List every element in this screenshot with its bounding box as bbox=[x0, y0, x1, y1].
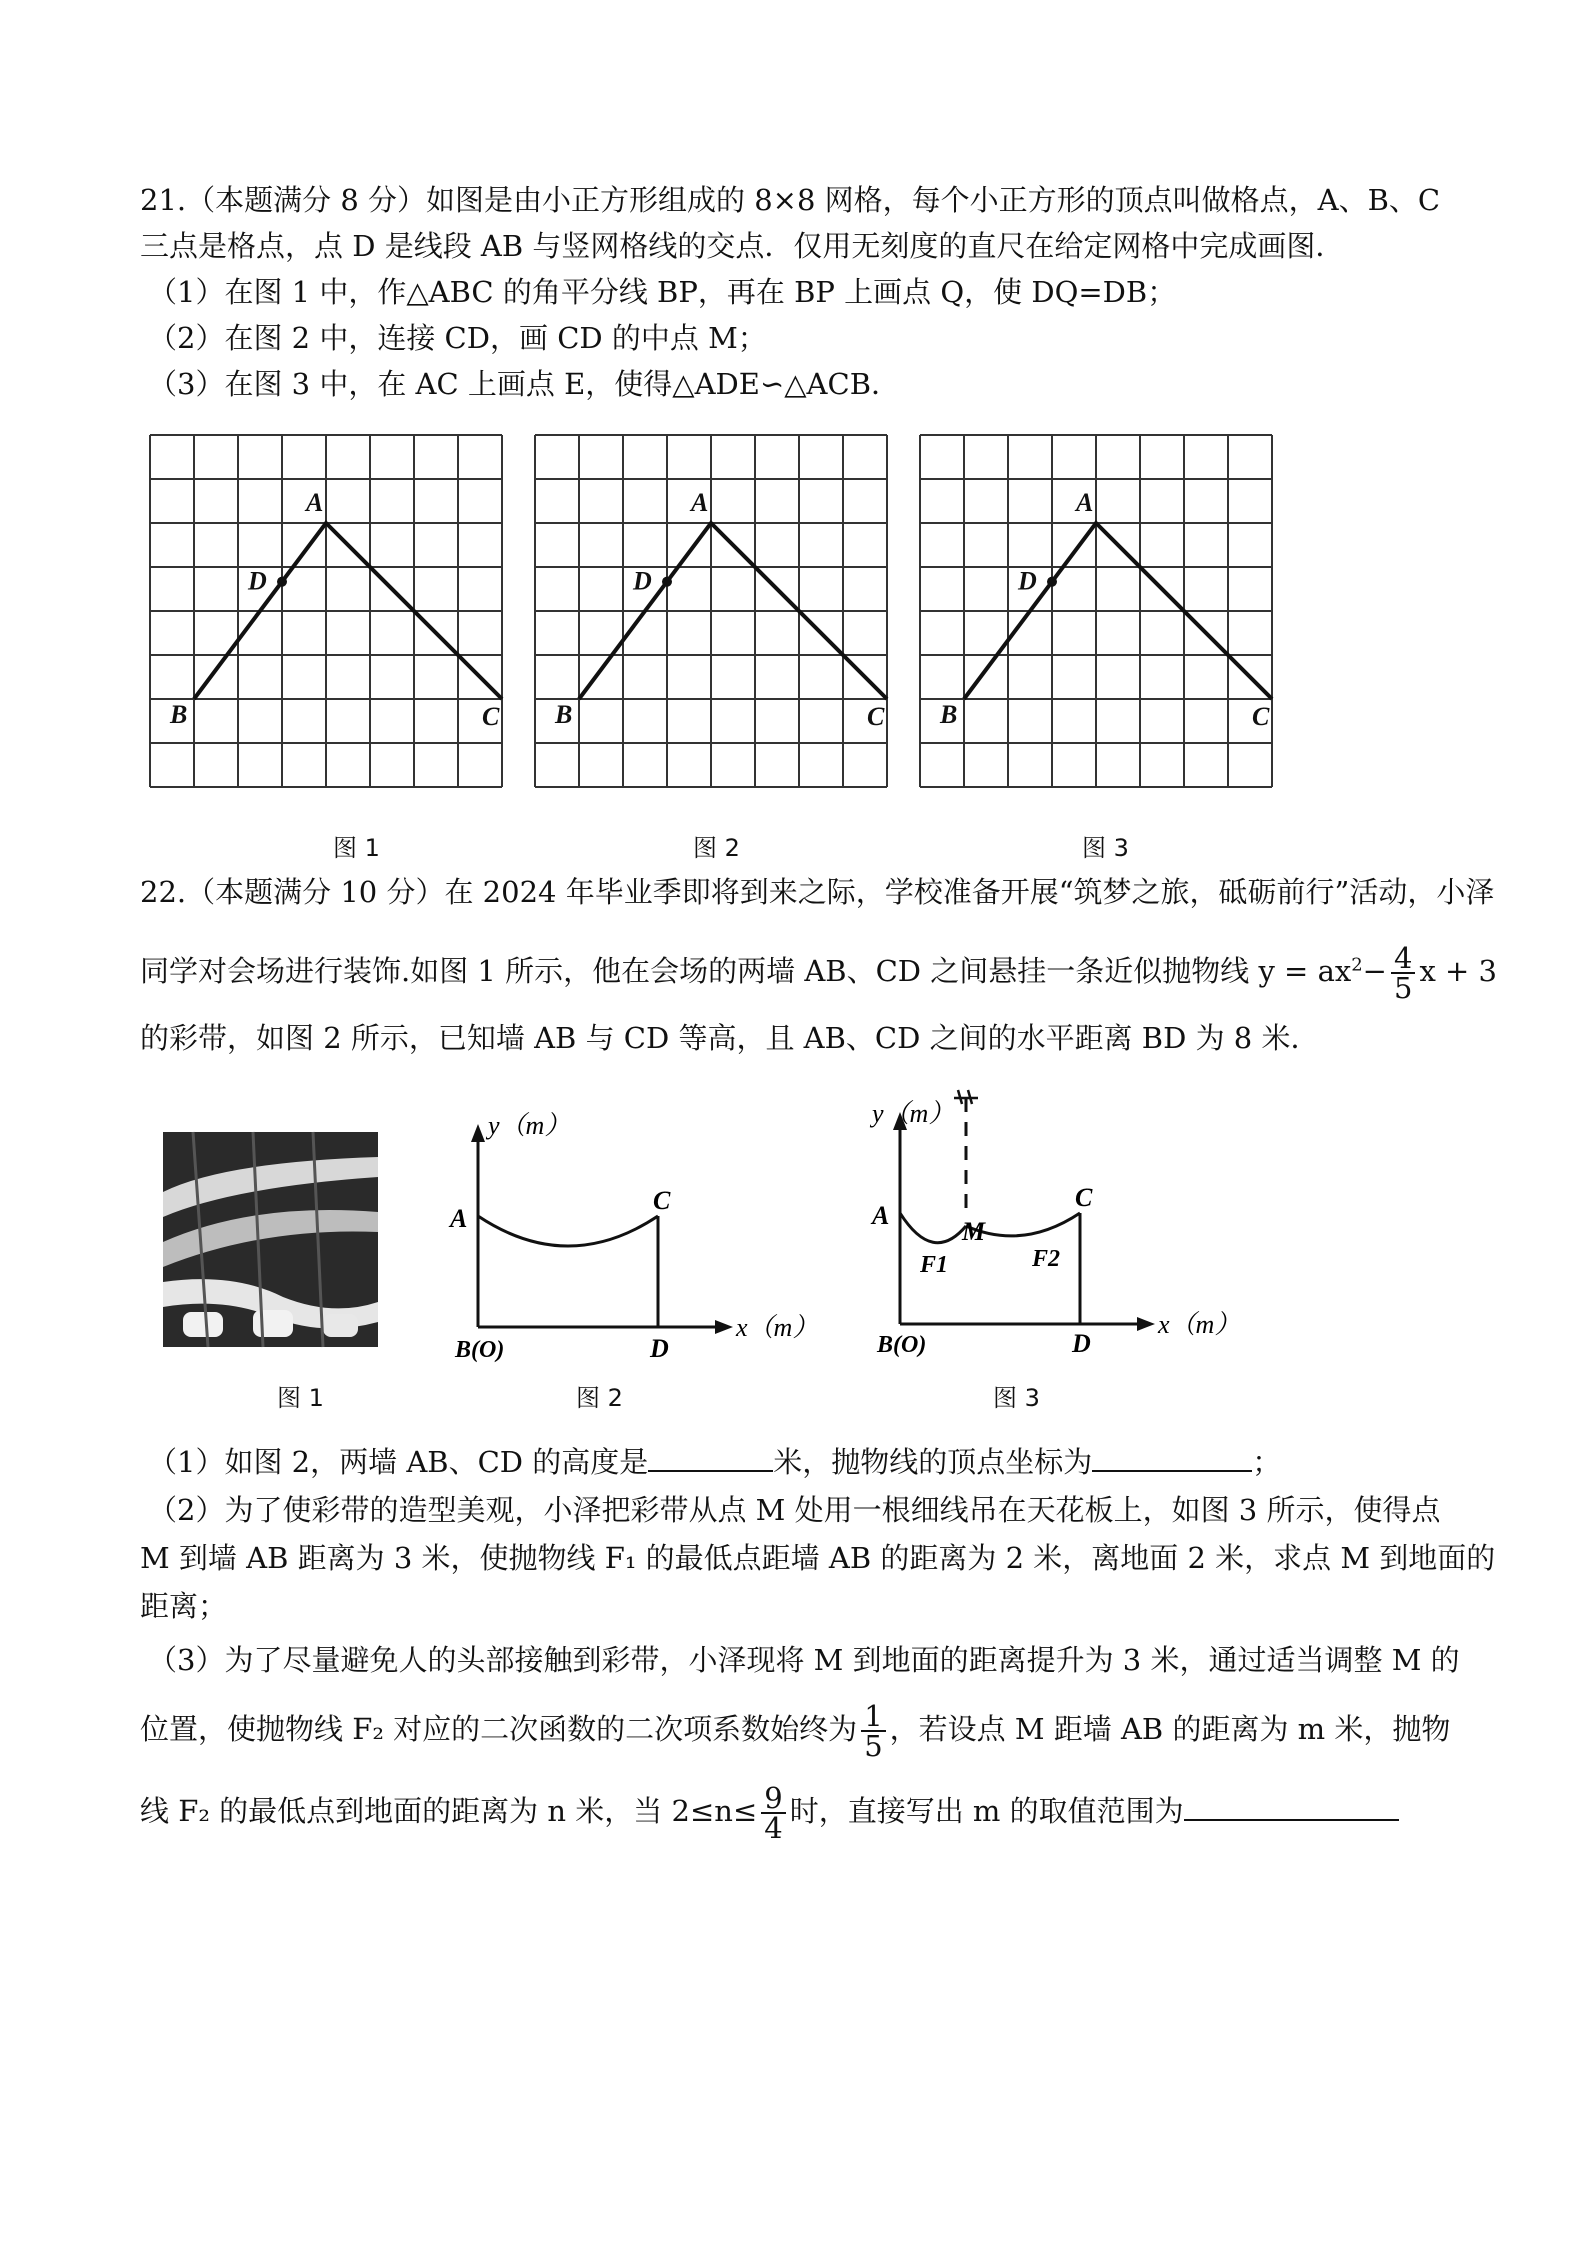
q22-line-3: 的彩带，如图 2 所示，已知墙 AB 与 CD 等高，且 AB、CD 之间的水平距离 BD 为 8 米． bbox=[140, 1021, 1320, 1055]
point-d-label: D bbox=[650, 1334, 669, 1363]
point-b-label: B bbox=[940, 700, 958, 729]
point-c-label: C bbox=[653, 1186, 671, 1215]
answer-blank-range[interactable] bbox=[1184, 1789, 1399, 1821]
f1-label: F1 bbox=[920, 1252, 949, 1278]
q22-photo-figure bbox=[163, 1132, 378, 1347]
point-a-label: A bbox=[691, 488, 709, 517]
q22-part-3-line-3: 线 F₂ 的最低点到地面的距离为 n 米，当 2≤n≤ $\frac{9}{4}$ 时，直接写出 m 的取值范围为 bbox=[140, 1784, 1480, 1842]
answer-blank-vertex[interactable] bbox=[1092, 1440, 1252, 1472]
point-a-label: A bbox=[1076, 488, 1094, 517]
q21-caption-2: 图 2 bbox=[693, 834, 740, 862]
q22-part-2-line-2: M 到墙 AB 距离为 3 米，使抛物线 F₁ 的最低点距墙 AB 的距离为 2 米，离地面 2 米，求点 M 到地面的 bbox=[140, 1541, 1496, 1575]
q21-caption-3: 图 3 bbox=[1082, 834, 1129, 862]
point-b-label: B bbox=[170, 700, 188, 729]
point-c-label: C bbox=[867, 702, 885, 731]
point-c-label: C bbox=[1075, 1183, 1093, 1212]
q22-part-3-line-2: 位置，使抛物线 F₂ 对应的二次函数的二次项系数始终为 $\frac{1}{5}$ ，若设点 M 距墙 AB 的距离为 m 米，抛物 bbox=[140, 1699, 1451, 1763]
point-d-label: D bbox=[633, 566, 652, 596]
point-d-label: D bbox=[248, 566, 267, 596]
point-a-label: A bbox=[872, 1201, 890, 1230]
q22-caption-1: 图 1 bbox=[277, 1384, 324, 1412]
point-a-label: A bbox=[450, 1204, 468, 1233]
q21-part-1: （1）在图 1 中，作△ABC 的角平分线 BP，再在 BP 上画点 Q，使 DQ=DB； bbox=[148, 275, 1177, 309]
q21-caption-1: 图 1 bbox=[333, 834, 380, 862]
point-b-label: B bbox=[555, 700, 573, 729]
q21-part-3: （3）在图 3 中，在 AC 上画点 E，使得△ADE∽△ACB． bbox=[148, 367, 901, 401]
q21-part-2: （2）在图 2 中，连接 CD，画 CD 的中点 M； bbox=[148, 321, 767, 355]
point-d-dot bbox=[277, 577, 287, 587]
point-a-label: A bbox=[306, 488, 324, 517]
point-c-label: C bbox=[482, 702, 500, 731]
point-d-dot bbox=[1047, 577, 1057, 587]
q22-line-1: 22.（本题满分 10 分）在 2024 年毕业季即将到来之际，学校准备开展“筑梦之旅，砥砺前行”活动，小泽 bbox=[140, 875, 1495, 909]
y-axis-label: y（m） bbox=[872, 1099, 955, 1128]
point-d-dot bbox=[662, 577, 672, 587]
q22-part-2-line-1: （2）为了使彩带的造型美观，小泽把彩带从点 M 处用一根细线吊在天花板上，如图 3 所示，使得点 bbox=[148, 1493, 1441, 1527]
q22-part-1: （1）如图 2，两墙 AB、CD 的高度是 米，抛物线的顶点坐标为 ； bbox=[148, 1440, 1488, 1482]
f2-label: F2 bbox=[1032, 1246, 1061, 1272]
answer-blank-height[interactable] bbox=[648, 1440, 773, 1472]
q21-line-1: 21.（本题满分 8 分）如图是由小正方形组成的 8×8 网格，每个小正方形的顶点叫做格点，A、B、C bbox=[140, 183, 1441, 217]
parabola-f1 bbox=[900, 1213, 966, 1243]
q22-parabola-figure-2 bbox=[440, 1111, 819, 1363]
origin-label: B(O) bbox=[877, 1332, 927, 1358]
q21-line-2: 三点是格点，点 D 是线段 AB 与竖网格线的交点．仅用无刻度的直尺在给定网格中完成画图． bbox=[140, 229, 1345, 263]
q22-line-2: 同学对会场进行装饰.如图 1 所示，他在会场的两墙 AB、CD 之间悬挂一条近似抛物线 $y = ax^2-$ $\frac{4}{5}$ x + 3 bbox=[140, 941, 1497, 1005]
q22-caption-3: 图 3 bbox=[993, 1384, 1040, 1412]
q22-caption-2: 图 2 bbox=[576, 1384, 623, 1412]
q21-grid-figure-3 bbox=[915, 430, 1275, 800]
parabola-curve bbox=[478, 1216, 658, 1246]
x-arrow-icon bbox=[715, 1320, 733, 1334]
q21-grid-figure-1 bbox=[145, 430, 505, 800]
y-arrow-icon bbox=[471, 1124, 485, 1142]
x-axis-label: x（m） bbox=[736, 1313, 819, 1342]
point-m-label: M bbox=[962, 1217, 986, 1246]
q22-part-3-line-1: （3）为了尽量避免人的头部接触到彩带，小泽现将 M 到地面的距离提升为 3 米，通过适当调整 M 的 bbox=[148, 1643, 1460, 1677]
origin-label: B(O) bbox=[455, 1337, 505, 1363]
y-axis-label: y（m） bbox=[488, 1111, 571, 1140]
q22-part-2-line-3: 距离； bbox=[140, 1589, 228, 1623]
q22-parabola-figure-3 bbox=[862, 1086, 1252, 1358]
point-d-label: D bbox=[1072, 1329, 1091, 1358]
x-arrow-icon bbox=[1137, 1317, 1155, 1331]
point-c-label: C bbox=[1252, 702, 1270, 731]
x-axis-label: x（m） bbox=[1158, 1310, 1241, 1339]
q21-grid-figure-2 bbox=[530, 430, 890, 800]
point-d-label: D bbox=[1018, 566, 1037, 596]
